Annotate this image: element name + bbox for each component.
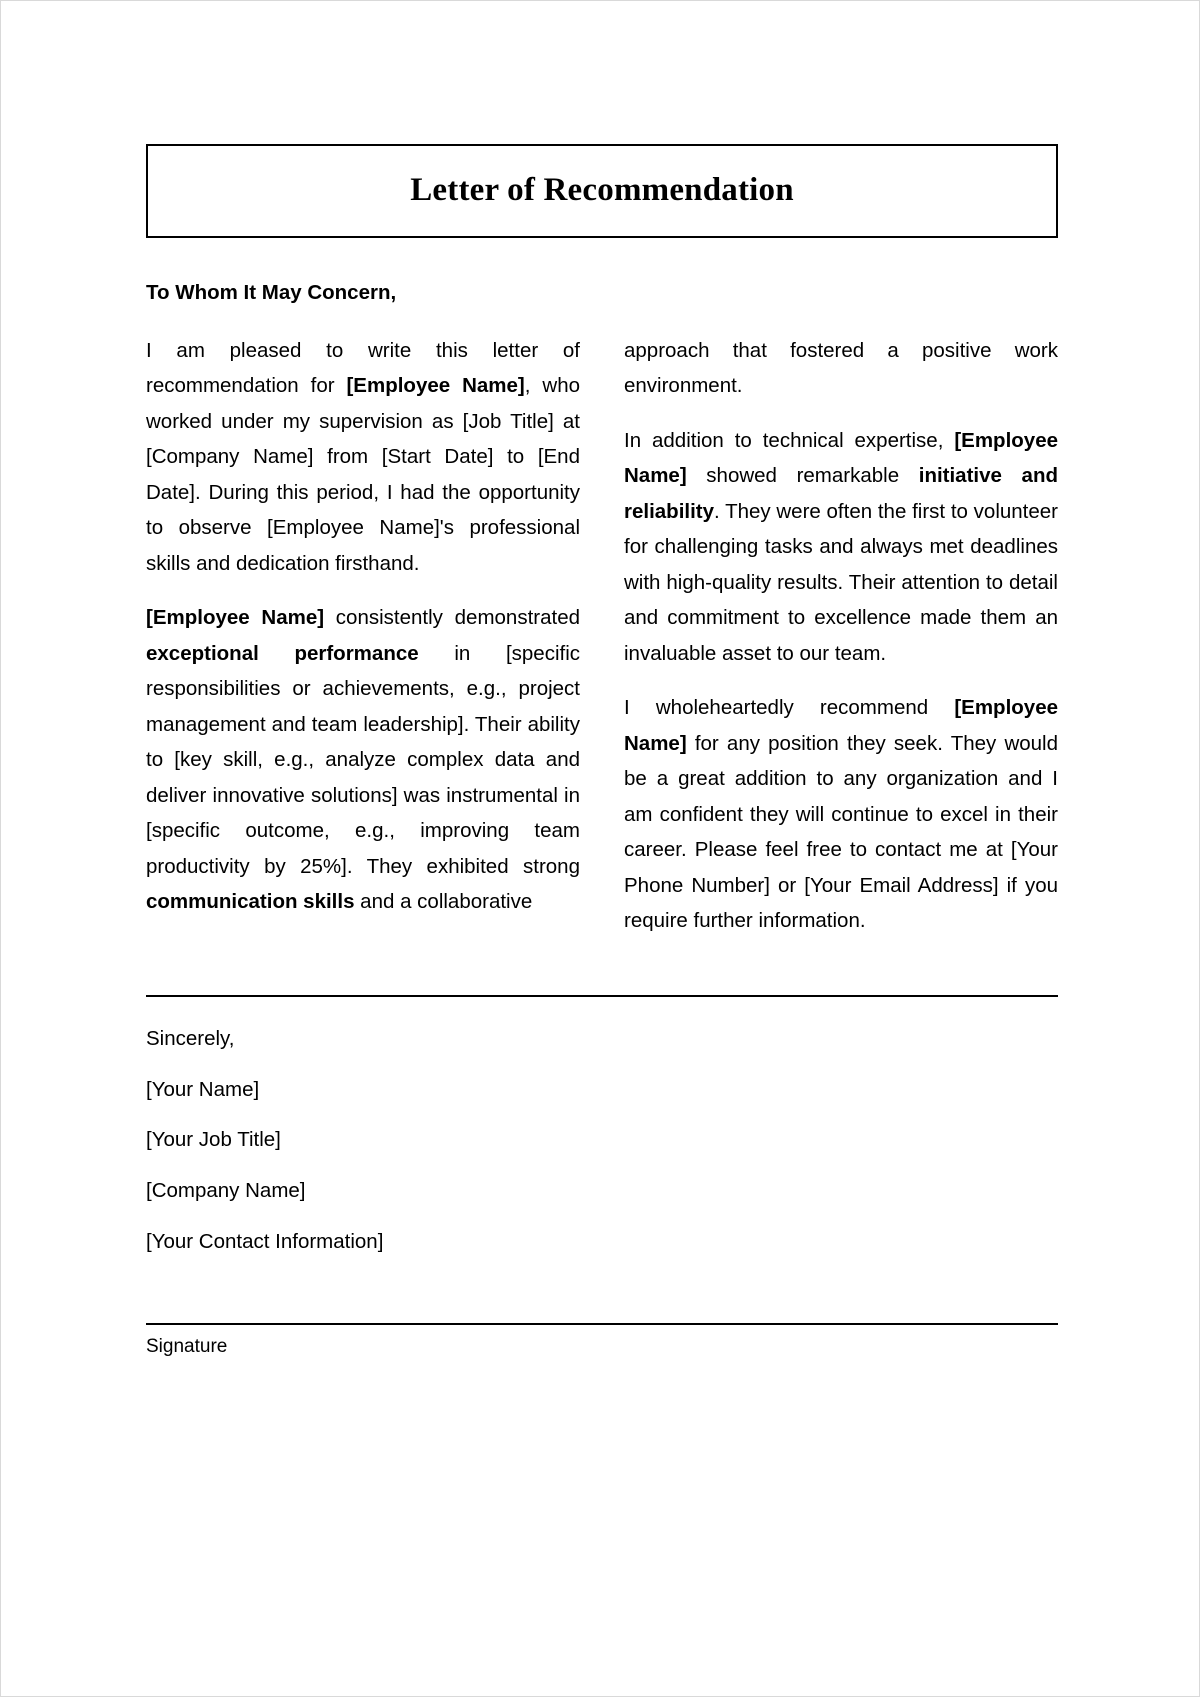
paragraph: [146, 333, 580, 582]
body-text: In addition to technical expertise,: [624, 428, 955, 452]
body-text: in [specific responsibilities or achievements, e.g., project management and team leadership]. Their ability to [key skill, e.g., analyze complex data and deliver innovative solutions] was instrumental in [specific outcome, e.g., improving team productivity by 25%]. They exhibited strong: [146, 641, 581, 878]
paragraph: [624, 423, 1058, 672]
page-title: Letter of Recommendation: [410, 172, 794, 208]
closing-line: Sincerely,: [146, 1026, 235, 1050]
emphasized-text: [Employee Name]: [624, 428, 1058, 488]
signature-line: [146, 1323, 1058, 1325]
body-text: , who worked under my supervision as [Job Title] at [Company Name] from [Start Date] to [End Date]. During this period, I had the opportunity to observe [Employee Name]'s professional skills and dedication firsthand.: [146, 374, 581, 575]
paragraph: [146, 600, 580, 920]
body-text: showed remarkable: [686, 464, 919, 488]
closing-line: [Your Name]: [146, 1077, 260, 1101]
divider-above-closing: [146, 995, 1058, 997]
emphasized-text: initiative and reliability: [624, 464, 1058, 523]
body-text: I wholeheartedly recommend: [624, 696, 955, 720]
body-columns: [146, 333, 1058, 939]
emphasized-text: exceptional performance: [146, 641, 419, 665]
body-text: consistently demonstrated: [324, 606, 580, 630]
emphasized-text: communication skills: [146, 890, 355, 914]
emphasized-text: [Employee Name]: [624, 696, 1058, 755]
body-column-right: [624, 333, 1058, 939]
salutation: To Whom It May Concern,: [146, 281, 397, 305]
document-content: [146, 144, 1058, 1360]
signature-label: Signature: [146, 1336, 228, 1358]
closing-line: [Your Job Title]: [146, 1128, 281, 1152]
paragraph: [624, 690, 1058, 939]
closing-line: [Company Name]: [146, 1178, 306, 1202]
signature-zone: [146, 1323, 1058, 1360]
emphasized-text: [Employee Name]: [346, 374, 525, 398]
closing-line: [Your Contact Information]: [146, 1229, 384, 1253]
body-text: I am pleased to write this letter of recommendation for: [146, 338, 580, 398]
body-column-left: [146, 333, 580, 939]
body-text: and a collaborative: [354, 890, 533, 914]
body-text: for any position they seek. They would be a great addition to any organization and I am confident they will continue to excel in their career. Please feel free to contact me at [Your Phone Number] or [Your Email Address] if you require further information.: [624, 731, 1058, 933]
title-box: [146, 144, 1058, 238]
emphasized-text: [Employee Name]: [146, 606, 325, 630]
body-text: . They were often the first to volunteer for challenging tasks and always met deadlines with high-quality results. Their attention to detail and commitment to excellence made them an invaluable asset to our team.: [624, 499, 1058, 665]
closing-block: [146, 1025, 1058, 1255]
body-text: approach that fostered a positive work environment.: [624, 338, 1058, 398]
paragraph: [624, 333, 1058, 404]
